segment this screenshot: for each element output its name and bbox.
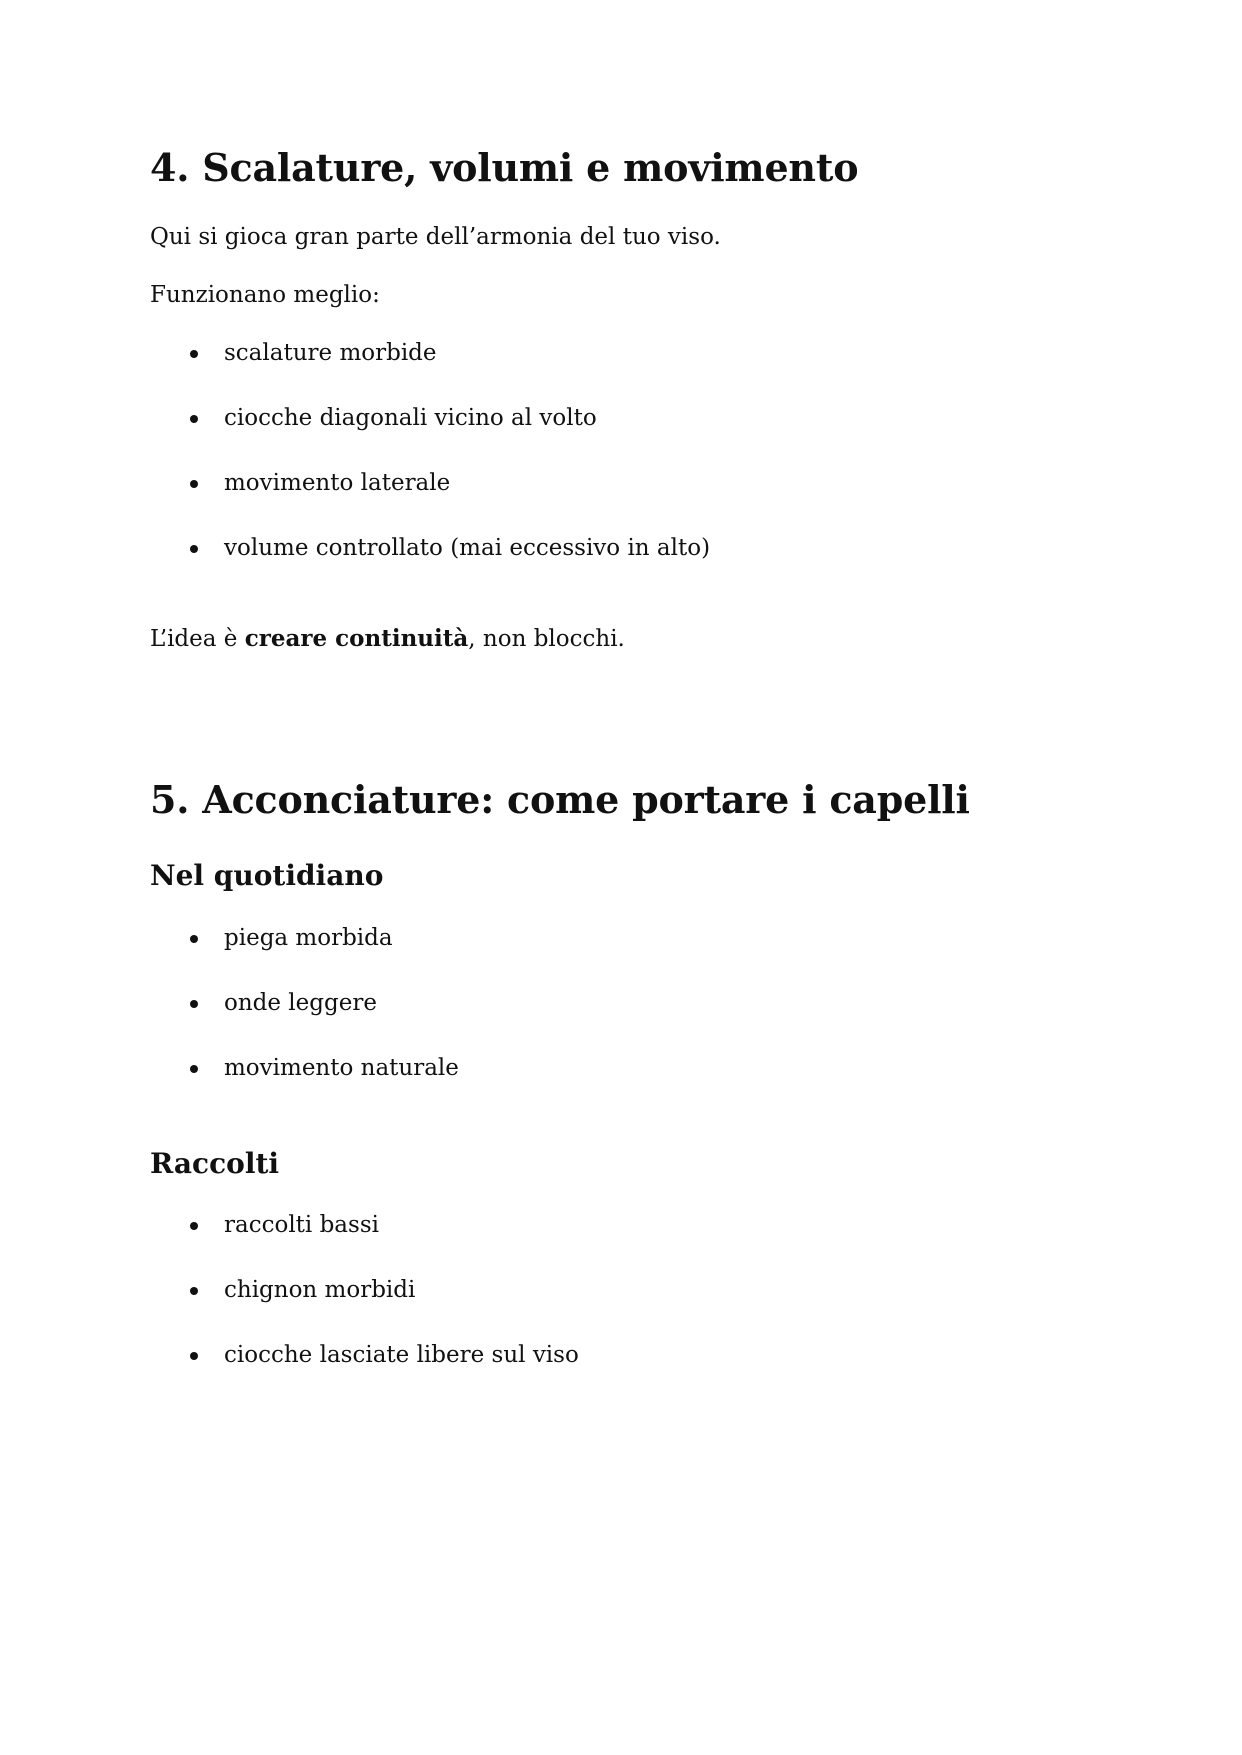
list-item-text: volume controllato (mai eccessivo in alto) [224,535,711,561]
closing-text-bold: creare continuità [244,625,469,652]
bullet-icon [190,480,198,488]
list-item-text: ciocche lasciate libere sul viso [224,1342,579,1368]
list-item-text: onde leggere [224,990,377,1016]
list-item-text: chignon morbidi [224,1277,416,1303]
list-item-text: raccolti bassi [224,1212,379,1238]
list-item-text: piega morbida [224,925,393,951]
bullet-icon [190,1000,198,1008]
list-item-text: ciocche diagonali vicino al volto [224,405,597,431]
closing-text-after: , non blocchi. [468,626,625,652]
bullet-icon [190,350,198,358]
section-4-heading: 4. Scalature, volumi e movimento [150,145,859,190]
bullet-icon [190,415,198,423]
closing-text-before: L’idea è [150,626,245,652]
updos-heading: Raccolti [150,1147,280,1180]
bullet-icon [190,1222,198,1230]
list-item-text: scalature morbide [224,340,437,366]
section-4-intro: Qui si gioca gran parte dell’armonia del tuo viso. [150,224,721,250]
bullet-icon [190,1352,198,1360]
bullet-icon [190,545,198,553]
section-4-closing [150,624,625,654]
bullet-icon [190,1287,198,1295]
section-4-lead: Funzionano meglio: [150,282,380,308]
bullet-icon [190,1065,198,1073]
list-item-text: movimento naturale [224,1055,459,1081]
bullet-icon [190,935,198,943]
daily-heading: Nel quotidiano [150,859,384,892]
section-5-heading: 5. Acconciature: come portare i capelli [150,777,970,822]
list-item-text: movimento laterale [224,470,451,496]
